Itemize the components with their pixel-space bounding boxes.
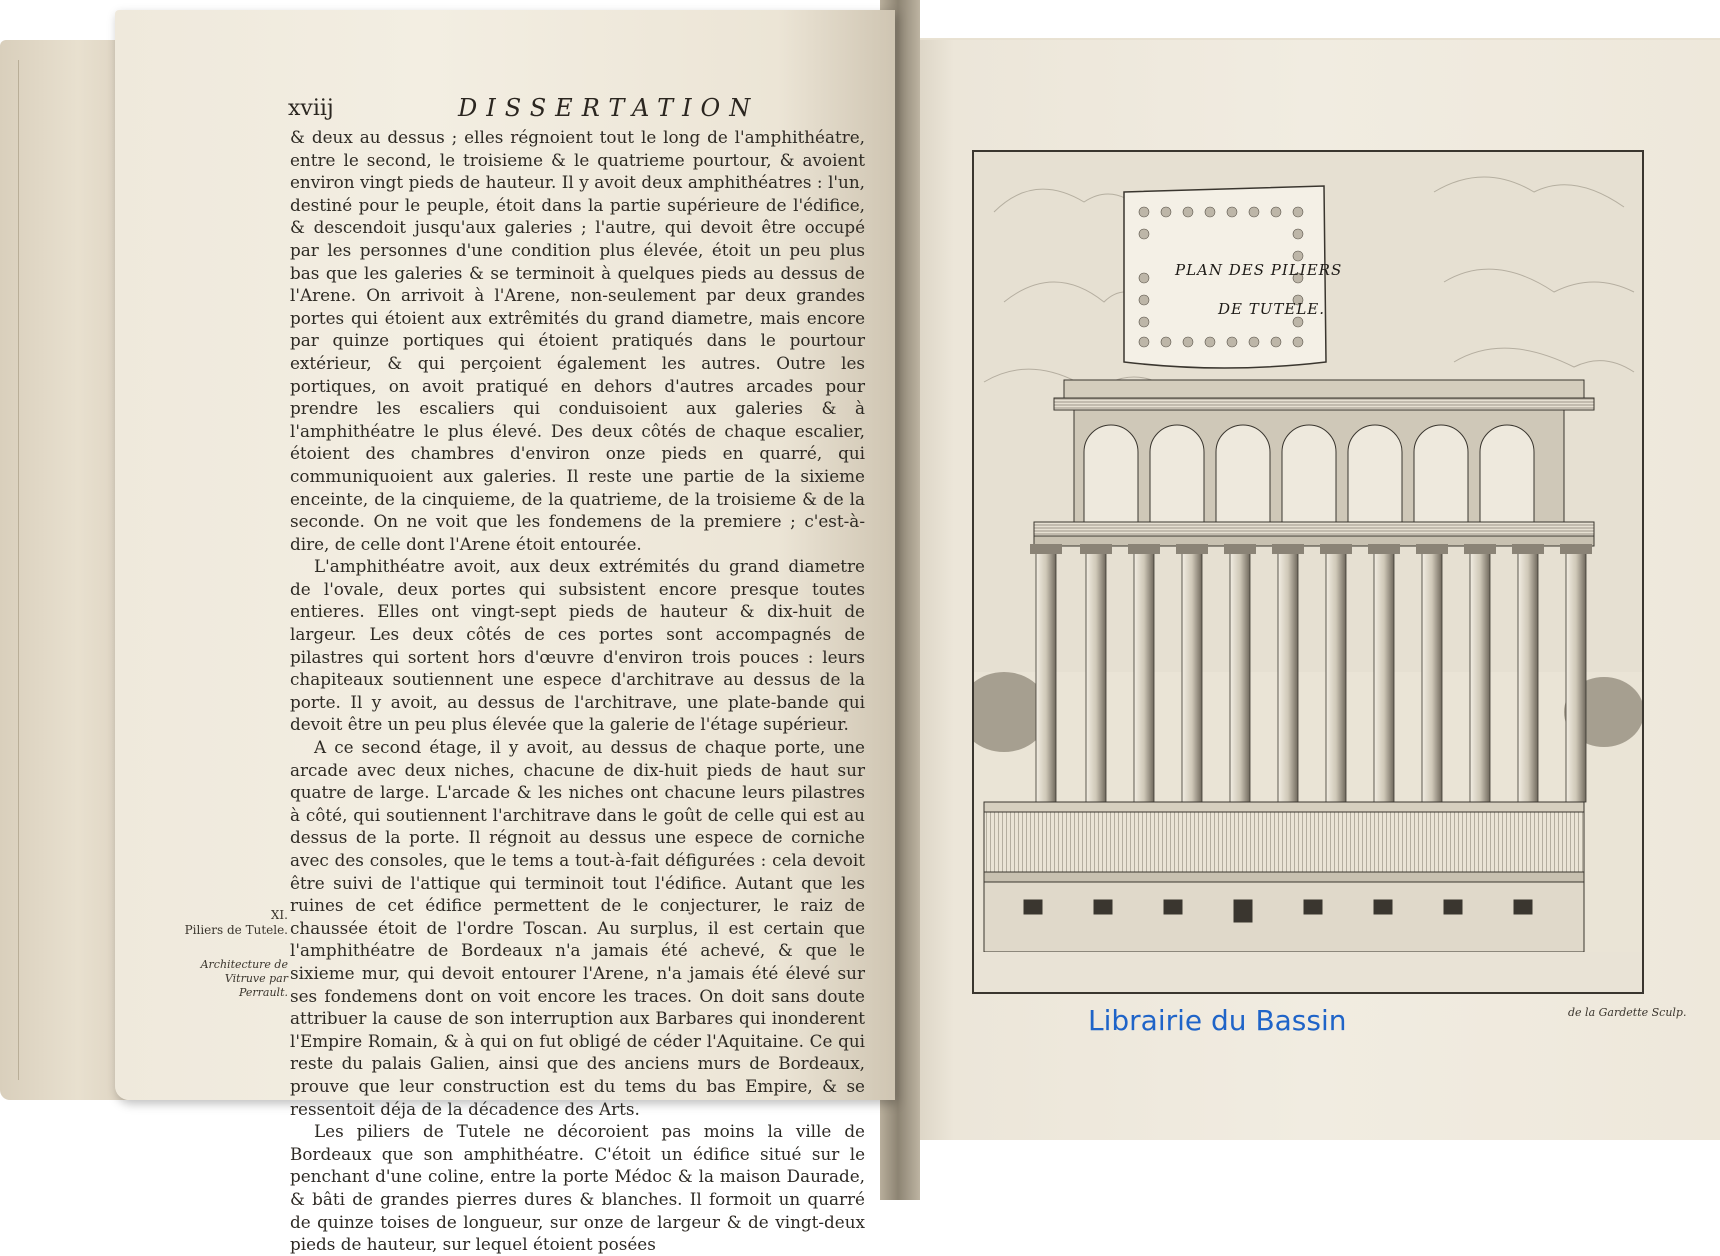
paragraph-2: L'amphithéatre avoit, aux deux extrémités du grand diametre de l'ovale, deux portes qui subsistent encore presque toutes entieres. Elles ont vingt-sept pieds de hauteur & dix-huit de largeur. Les deux côtés de ces portes sont accompagnés de pilastres qui sortent hors d'œuvre d'environ trois pouces : leurs chapiteaux soutiennent une espece d'architrave au dessus de la porte. Il y avoit, au dessus de l'architrave, une plate-bande qui devoit être un peu plus élevée que la galerie de l'étage supérieur. <box>290 556 865 735</box>
page-header <box>288 96 858 122</box>
engraver-signature: de la Gardette Sculp. <box>1568 1006 1687 1019</box>
margin-note <box>176 908 288 938</box>
left-page-edge-line <box>18 60 129 1080</box>
plan-title-line-2: DE TUTELE. <box>1218 300 1326 318</box>
paragraph-1: & deux au dessus ; elles régnoient tout le long de l'amphithéatre, entre le second, le troisieme & le quatrieme pourtour, & avoient environ vingt pieds de hauteur. Il y avoit deux amphithéatres : l'un, destiné pour le peuple, étoit dans la partie supérieure de l'édifice, & descendoit jusqu'aux galeries ; l'autre, qui devoit être occupé par les personnes d'une condition plus élevée, étoit un peu plus bas que les galeries & se terminoit à quelques pieds au dessus de l'Arene. On arrivoit à l'Arene, non-seulement par deux grandes portes qui étoient aux extrêmités du grand diametre, mais encore par quinze portiques qui étoient pratiqués dans le pourtour extérieur, & qui perçoient également les autres. Outre les portiques, on avoit pratiqué en dehors d'autres arcades pour prendre les escaliers qui conduisoient aux galeries & à l'amphithéatre le plus élevé. Des deux côtés de chaque escalier, étoient des chambres d'environ onze pieds en quarré, qui communiquoient aux galeries. Il reste une partie de la sixieme enceinte, de la cinquieme, de la quatrieme, de la troisieme & de la seconde. On ne voit que les fondemens de la premiere ; c'est-à-dire, de celle dont l'Arene étoit entourée. <box>290 127 865 554</box>
arcade-attic <box>1034 380 1594 546</box>
paragraph-4: Les piliers de Tutele ne décoroient pas moins la ville de Bordeaux que son amphithéatre. C'étoit un édifice situé sur le penchant d'une coline, entre la porte Médoc & la maison Daurade, & bâti de grandes pierres dures & blanches. Il formoit un quarré de quinze toises de longueur, sur onze de largeur & de vingt-deux pieds de hauteur, sur lequel étoient posées <box>290 1121 865 1255</box>
margin-note-title: Piliers de Tutele. <box>184 923 288 937</box>
podium <box>984 802 1584 952</box>
paragraph-3: A ce second étage, il y avoit, au dessus de chaque porte, une arcade avec deux niches, chacune de dix-huit pieds de haut sur quatre de large. L'arcade & les niches ont chacune leurs pilastres à côté, qui soutiennent l'architrave dans le goût de celle qui est au dessus de la porte. Il régnoit au dessus une espece de corniche avec des consoles, que le tems a tout-à-fait défigurées : cela devoit être suivi de l'attique qui terminoit tout l'édifice. Autant que les ruines de cet édifice permettent de le conjecturer, le raiz de chaussée étoit de l'ordre Toscan. Au surplus, il est certain que l'amphithéatre de Bordeaux n'a jamais été achevé, & que le sixieme mur, qui devoit entourer l'Arene, n'a jamais été élevé sur ses fondemens dont on voit encore les traces. On doit sans doute attribuer la cause de son interruption aux Barbares qui inonderent l'Empire Romain, & à qui on fut obligé de céder l'Aquitaine. Ce qui reste du palais Galien, ainsi que des anciens murs de Bordeaux, prouve que leur construction est du tems du bas Empire, & se ressentoit déja de la décadence des Arts. <box>290 737 865 1119</box>
bookseller-watermark: Librairie du Bassin <box>1088 1004 1347 1037</box>
plan-title-line-1: PLAN DES PILIERS <box>1175 261 1343 279</box>
trees <box>974 672 1642 752</box>
margin-reference: Architecture de Vitruve par Perrault. <box>200 958 288 999</box>
body-text <box>290 126 865 1256</box>
margin-note-number: XI. <box>270 908 288 922</box>
page-number: xviij <box>288 96 334 121</box>
running-head: DISSERTATION <box>458 94 760 122</box>
